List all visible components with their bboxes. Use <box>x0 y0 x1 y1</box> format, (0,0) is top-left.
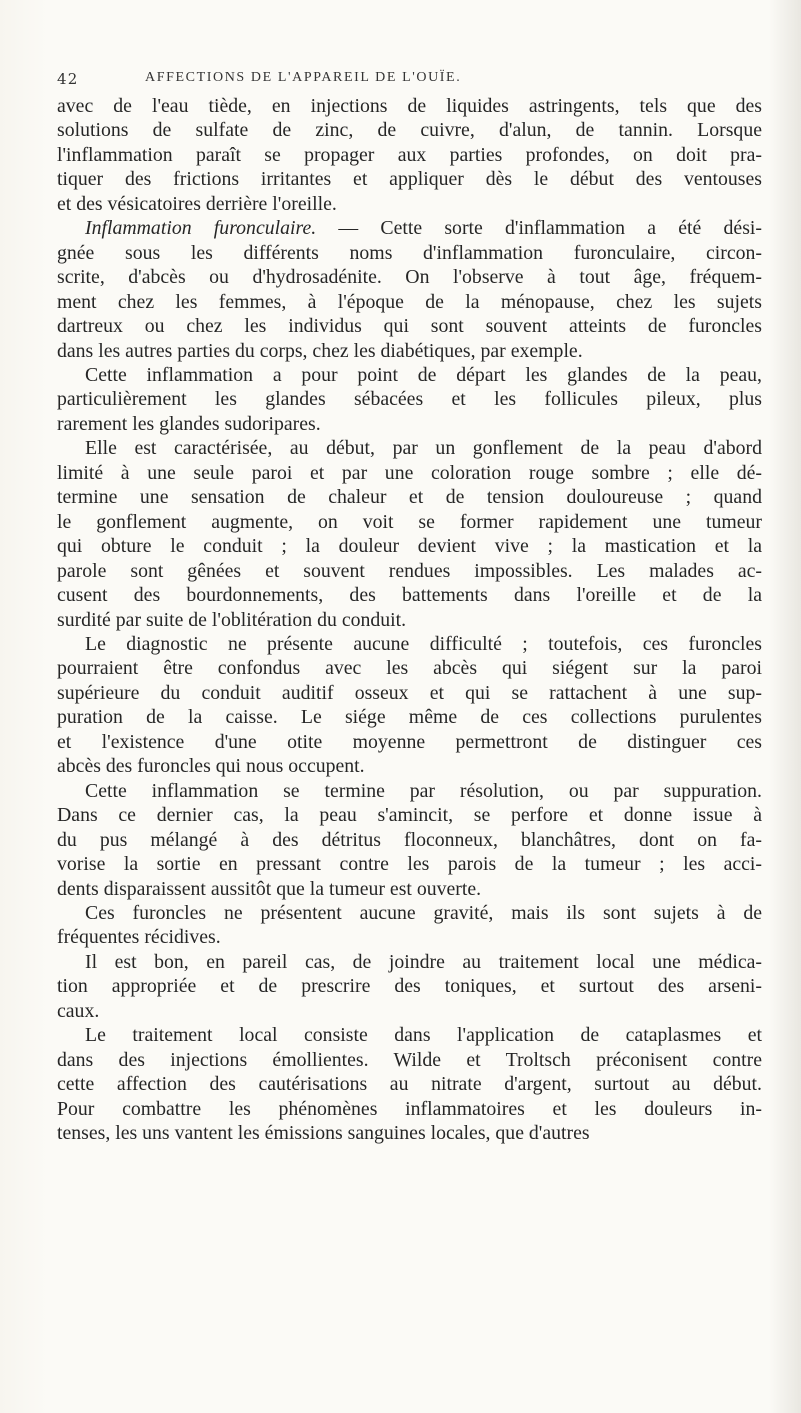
text-line: Elle est caractérisée, au début, par un gonflement de la peau d'abord <box>85 437 762 460</box>
section-heading: Inflammation furonculaire. <box>85 217 317 240</box>
text-line: Pour combattre les phénomènes inflammatoires et les douleurs in- <box>57 1097 762 1120</box>
paragraph <box>57 901 762 950</box>
paragraph <box>57 1023 762 1145</box>
text-line: gnée sous les différents noms d'inflammation furonculaire, circon- <box>57 241 762 264</box>
text-line: avec de l'eau tiède, en injections de liquides astringents, tels que des <box>57 95 762 117</box>
paragraph <box>57 632 762 779</box>
text-line: solutions de sulfate de zinc, de cuivre, d'alun, de tannin. Lorsque <box>57 119 762 142</box>
text-line: particulièrement les glandes sébacées et les follicules pileux, plus <box>57 388 762 411</box>
text-line: parole sont gênées et souvent rendues impossibles. Les malades ac- <box>57 559 762 582</box>
text-line: l'inflammation paraît se propager aux parties profondes, on doit pra- <box>57 143 762 166</box>
text-line: Cette inflammation a pour point de départ les glandes de la peau, <box>85 363 762 386</box>
text-line: tenses, les uns vantent les émissions sanguines locales, que d'autres <box>57 1122 590 1145</box>
paragraph <box>57 363 762 436</box>
text-line: Ces furoncles ne présentent aucune gravité, mais ils sont sujets à de <box>85 901 762 924</box>
body-text <box>57 94 762 1145</box>
text-line: dans les autres parties du corps, chez les diabétiques, par exemple. <box>57 339 583 362</box>
text-line: Il est bon, en pareil cas, de joindre au traitement local une médica- <box>85 950 762 973</box>
text-line: et l'existence d'une otite moyenne permettront de distinguer ces <box>57 730 762 753</box>
paragraph <box>57 436 762 632</box>
text-line: Dans ce dernier cas, la peau s'amincit, se perfore et donne issue à <box>57 804 762 827</box>
text-line: tiquer des frictions irritantes et appliquer dès le début des ventouses <box>57 168 762 191</box>
text-line: surdité par suite de l'oblitération du conduit. <box>57 608 407 631</box>
text-line-rest: — Cette sorte d'inflammation a été dési- <box>316 217 762 240</box>
text-line: cette affection des cautérisations au nitrate d'argent, surtout au début. <box>57 1073 762 1096</box>
text-line: fréquentes récidives. <box>57 926 221 949</box>
text-line: pourraient être confondus avec les abcès qui siégent sur la paroi <box>57 657 762 680</box>
text-line: scrite, d'abcès ou d'hydrosadénite. On l'observe à tout âge, fréquem- <box>57 266 762 289</box>
text-line: ment chez les femmes, à l'époque de la ménopause, chez les sujets <box>57 290 762 313</box>
paragraph <box>57 950 762 1023</box>
text-line: et des vésicatoires derrière l'oreille. <box>57 192 337 215</box>
text-line: Le traitement local consiste dans l'application de cataplasmes et <box>85 1024 762 1047</box>
text-line: dartreux ou chez les individus qui sont souvent atteints de furoncles <box>57 315 762 338</box>
text-line: vorise la sortie en pressant contre les parois de la tumeur ; les acci- <box>57 853 762 876</box>
paragraph <box>57 779 762 901</box>
paragraph <box>57 94 762 216</box>
text-line: Cette inflammation se termine par résolution, ou par suppuration. <box>85 779 762 802</box>
text-line: cusent des bourdonnements, des battements dans l'oreille et de la <box>57 584 762 607</box>
paragraph <box>57 216 762 363</box>
text-line: Le diagnostic ne présente aucune difficulté ; toutefois, ces furoncles <box>85 632 762 655</box>
text-line: le gonflement augmente, on voit se former rapidement une tumeur <box>57 510 762 533</box>
text-line: rarement les glandes sudoripares. <box>57 412 321 435</box>
text-line: termine une sensation de chaleur et de tension douloureuse ; quand <box>57 486 762 509</box>
running-title: AFFECTIONS DE L'APPAREIL DE L'OUÏE. <box>145 70 462 85</box>
text-line: caux. <box>57 999 100 1022</box>
text-line: tion appropriée et de prescrire des toniques, et surtout des arseni- <box>57 975 762 998</box>
text-line: dans des injections émollientes. Wilde et Troltsch préconisent contre <box>57 1048 762 1071</box>
text-line: dents disparaissent aussitôt que la tumeur est ouverte. <box>57 877 482 900</box>
text-line: puration de la caisse. Le siége même de ces collections purulentes <box>57 706 762 729</box>
text-line: qui obture le conduit ; la douleur devient vive ; la mastication et la <box>57 535 762 558</box>
text-line: supérieure du conduit auditif osseux et qui se rattachent à une sup- <box>57 681 762 704</box>
text-line <box>57 216 762 240</box>
text-line: du pus mélangé à des détritus floconneux, blanchâtres, dont on fa- <box>57 828 762 851</box>
text-line: abcès des furoncles qui nous occupent. <box>57 755 365 778</box>
text-line: limité à une seule paroi et par une coloration rouge sombre ; elle dé- <box>57 461 762 484</box>
page-number: 42 <box>57 70 79 88</box>
